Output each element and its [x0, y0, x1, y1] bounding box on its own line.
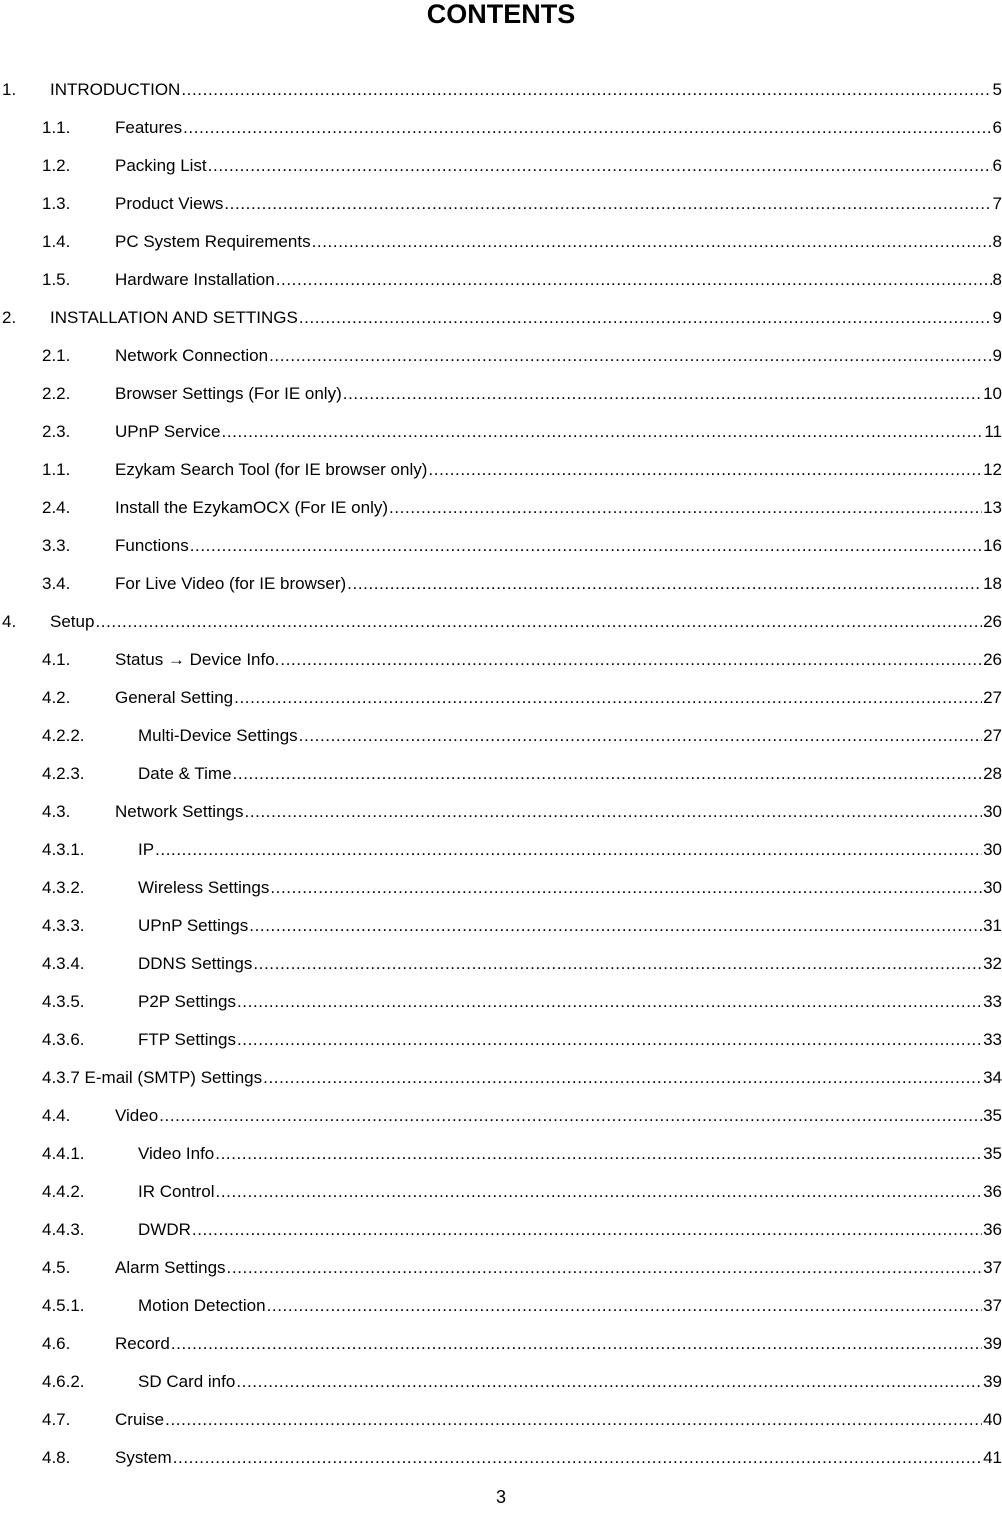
toc-entry-label: DDNS Settings	[138, 954, 253, 973]
toc-entry-page: 30	[983, 840, 1002, 859]
toc-entry-label: PC System Requirements	[115, 232, 311, 251]
toc-entry[interactable]	[0, 489, 1002, 527]
toc-entry-label: Multi-Device Settings	[138, 726, 298, 745]
toc-entry[interactable]	[0, 565, 1002, 603]
dot-leader	[312, 232, 992, 252]
toc-entry[interactable]	[0, 299, 1002, 337]
toc-entry-number: 4.2.3.	[42, 764, 85, 783]
toc-entry[interactable]	[0, 413, 1002, 451]
toc-entry-body	[42, 1068, 1002, 1088]
dot-leader	[181, 80, 991, 100]
toc-entry-page: 9	[992, 308, 1002, 327]
toc-entry[interactable]	[0, 1287, 1002, 1325]
toc-entry-body	[138, 1220, 1002, 1240]
toc-entry[interactable]	[0, 1059, 1002, 1097]
toc-entry-page: 30	[983, 878, 1002, 897]
toc-entry-page: 30	[983, 802, 1002, 821]
toc-entry[interactable]	[0, 1439, 1002, 1477]
toc-entry-label: Network Connection	[115, 346, 269, 365]
toc-entry[interactable]	[0, 1325, 1002, 1363]
dot-leader	[171, 1334, 982, 1354]
dot-leader	[222, 422, 984, 442]
toc-entry-body	[115, 1106, 1002, 1126]
dot-leader	[245, 802, 983, 822]
dot-leader	[183, 118, 991, 138]
toc-entry-page: 36	[983, 1220, 1002, 1239]
toc-entry-body	[138, 840, 1002, 860]
toc-entry[interactable]	[0, 1173, 1002, 1211]
page-number: 3	[495, 1487, 506, 1507]
toc-entry-label: INSTALLATION AND SETTINGS	[50, 308, 298, 327]
toc-entry-label: Browser Settings (For IE only)	[115, 384, 342, 403]
toc-entry[interactable]	[0, 71, 1002, 109]
toc-entry-label: SD Card info	[138, 1372, 236, 1391]
toc-entry-body	[138, 878, 1002, 898]
toc-entry-number: 3.4.	[42, 574, 71, 593]
toc-entry[interactable]	[0, 717, 1002, 755]
toc-entry-label: UPnP Service	[115, 422, 221, 441]
toc-entry-number: 4.3.4.	[42, 954, 85, 973]
toc-entry-label: Hardware Installation	[115, 270, 275, 289]
toc-entry-number: 1.3.	[42, 194, 71, 213]
toc-entry-label: Record	[115, 1334, 170, 1353]
page-title: CONTENTS	[426, 0, 576, 29]
toc-entry[interactable]	[0, 1249, 1002, 1287]
toc-entry-number: 4.6.2.	[42, 1372, 85, 1391]
toc-entry-body	[115, 1258, 1002, 1278]
dot-leader	[249, 916, 982, 936]
toc-entry-number: 1.1.	[42, 118, 71, 137]
toc-entry-number: 1.2.	[42, 156, 71, 175]
toc-entry[interactable]	[0, 185, 1002, 223]
toc-entry-body	[115, 156, 1002, 176]
toc-entry-number: 4.8.	[42, 1448, 71, 1467]
toc-entry-body	[138, 992, 1002, 1012]
toc-entry-label: For Live Video (for IE browser)	[115, 574, 347, 593]
toc-entry-label: Video	[115, 1106, 159, 1125]
toc-entry-page: 33	[983, 992, 1002, 1011]
toc-entry-body	[138, 764, 1002, 784]
toc-entry-body	[115, 574, 1002, 594]
toc-entry-body	[115, 650, 1002, 670]
dot-leader	[237, 992, 982, 1012]
toc-entry-number: 4.3.	[42, 802, 71, 821]
toc-entry[interactable]	[0, 375, 1002, 413]
toc-entry-page: 16	[983, 536, 1002, 555]
toc-entry-label: Ezykam Search Tool (for IE browser only)	[115, 460, 428, 479]
toc-entry-body	[138, 1144, 1002, 1164]
toc-entry-label: P2P Settings	[138, 992, 236, 1011]
toc-entry-page: 39	[983, 1372, 1002, 1391]
toc-entry-page: 40	[983, 1410, 1002, 1429]
toc-entry-number: 4.2.	[42, 688, 71, 707]
toc-entry-number: 2.4.	[42, 498, 71, 517]
dot-leader	[155, 840, 982, 860]
toc-entry-page: 8	[992, 232, 1002, 251]
toc-entry-number: 4.2.2.	[42, 726, 85, 745]
toc-entry-body	[115, 1334, 1002, 1354]
dot-leader	[216, 1182, 983, 1202]
toc-entry-body	[115, 460, 1002, 480]
toc-entry-page: 6	[992, 118, 1002, 137]
toc-entry[interactable]	[0, 223, 1002, 261]
toc-entry-number: 2.2.	[42, 384, 71, 403]
toc-entry-page: 26	[983, 612, 1002, 631]
toc-entry-number: 1.1.	[42, 460, 71, 479]
toc-entry-body	[115, 232, 1002, 252]
toc-entry-label: Alarm Settings	[115, 1258, 226, 1277]
toc-entry-body	[115, 688, 1002, 708]
toc-entry-number: 1.	[2, 80, 17, 99]
toc-entry[interactable]	[0, 755, 1002, 793]
toc-entry[interactable]	[0, 1135, 1002, 1173]
toc-entry-label: FTP Settings	[138, 1030, 236, 1049]
dot-leader	[165, 1410, 982, 1430]
toc-entry-label: IR Control	[138, 1182, 215, 1201]
toc-entry[interactable]	[0, 945, 1002, 983]
toc-entry-page: 35	[983, 1144, 1002, 1163]
dot-leader	[192, 1220, 982, 1240]
toc-entry-body	[138, 916, 1002, 936]
toc-entry-label: Packing List	[115, 156, 207, 175]
toc-entry[interactable]	[0, 869, 1002, 907]
toc-entry[interactable]	[0, 679, 1002, 717]
toc-entry-body	[50, 80, 1002, 100]
toc-entry-page: 37	[983, 1258, 1002, 1277]
toc-entry-label: Cruise	[115, 1410, 165, 1429]
toc-entry-page: 18	[983, 574, 1002, 593]
toc-entry[interactable]	[0, 451, 1002, 489]
dot-leader	[263, 1068, 982, 1088]
toc-entry-page: 35	[983, 1106, 1002, 1125]
toc-entry-body	[138, 954, 1002, 974]
toc-entry-label: UPnP Settings	[138, 916, 249, 935]
toc-entry-page: 41	[983, 1448, 1002, 1467]
toc-entry[interactable]	[0, 983, 1002, 1021]
toc-entry-body	[115, 270, 1002, 290]
dot-leader	[270, 878, 982, 898]
dot-leader	[173, 1448, 982, 1468]
toc-entry-number: 4.4.	[42, 1106, 71, 1125]
toc-entry-page: 10	[983, 384, 1002, 403]
dot-leader	[234, 688, 982, 708]
dot-leader	[428, 460, 982, 480]
toc-entry-body	[138, 1296, 1002, 1316]
toc-entry-label: 4.3.7 E-mail (SMTP) Settings	[42, 1068, 263, 1087]
dot-leader	[95, 612, 982, 632]
toc-entry-body	[115, 802, 1002, 822]
toc-entry[interactable]	[0, 1021, 1002, 1059]
toc-entry[interactable]	[0, 793, 1002, 831]
dot-leader	[253, 954, 982, 974]
toc-entry-body	[115, 1448, 1002, 1468]
toc-entry-page: 5	[992, 80, 1002, 99]
toc-entry-body	[138, 726, 1002, 746]
toc-entry[interactable]	[0, 1097, 1002, 1135]
toc-entry-label: Setup	[50, 612, 95, 631]
toc-entry-number: 4.4.2.	[42, 1182, 85, 1201]
toc-entry-number: 1.5.	[42, 270, 71, 289]
toc-entry-page: 27	[983, 726, 1002, 745]
toc-entry-number: 3.3.	[42, 536, 71, 555]
dot-leader	[190, 536, 982, 556]
toc-entry-number: 4.3.1.	[42, 840, 85, 859]
toc-entry-number: 4.3.2.	[42, 878, 85, 897]
toc-entry-page: 7	[992, 194, 1002, 213]
toc-entry-page: 31	[983, 916, 1002, 935]
dot-leader	[233, 764, 983, 784]
toc-entry[interactable]	[0, 1363, 1002, 1401]
toc-entry-number: 2.1.	[42, 346, 71, 365]
toc-entry-page: 9	[992, 346, 1002, 365]
toc-entry-number: 4.	[2, 612, 17, 631]
dot-leader	[159, 1106, 982, 1126]
toc-entry-number: 4.3.3.	[42, 916, 85, 935]
toc-entry[interactable]	[0, 109, 1002, 147]
toc-entry-label: Network Settings	[115, 802, 244, 821]
toc-entry[interactable]	[0, 337, 1002, 375]
toc-entry-page: 13	[983, 498, 1002, 517]
toc-entry-page: 36	[983, 1182, 1002, 1201]
dot-leader	[299, 308, 992, 328]
toc-entry-page: 33	[983, 1030, 1002, 1049]
toc-entry[interactable]	[0, 831, 1002, 869]
dot-leader	[237, 1030, 982, 1050]
toc-entry-page: 27	[983, 688, 1002, 707]
toc-entry-label: Install the EzykamOCX (For IE only)	[115, 498, 389, 517]
toc-entry-number: 4.5.	[42, 1258, 71, 1277]
toc-entry-number: 4.3.5.	[42, 992, 85, 1011]
dot-leader	[224, 194, 991, 214]
dot-leader	[215, 1144, 982, 1164]
toc-entry-body	[115, 536, 1002, 556]
dot-leader	[236, 1372, 982, 1392]
toc-entry-number: 2.3.	[42, 422, 71, 441]
toc-entry-number: 4.4.1.	[42, 1144, 85, 1163]
toc-entry-page: 39	[983, 1334, 1002, 1353]
toc-entry[interactable]	[0, 1401, 1002, 1439]
toc-entry-page: 32	[983, 954, 1002, 973]
toc-entry-body	[138, 1372, 1002, 1392]
dot-leader	[269, 346, 991, 366]
toc-entry-page: 8	[992, 270, 1002, 289]
toc-entry[interactable]	[0, 147, 1002, 185]
toc-entry-page: 11	[984, 422, 1002, 441]
dot-leader	[347, 574, 982, 594]
toc-entry-number: 4.1.	[42, 650, 71, 669]
toc-entry-body	[138, 1030, 1002, 1050]
toc-entry-label: DWDR	[138, 1220, 191, 1239]
toc-entry-label: Video Info	[138, 1144, 215, 1163]
table-of-contents	[0, 71, 1002, 1477]
toc-entry-body	[115, 384, 1002, 404]
toc-entry-label: Date & Time	[138, 764, 232, 783]
toc-entry-label: Features	[115, 118, 183, 137]
toc-entry[interactable]	[0, 1211, 1002, 1249]
dot-leader	[389, 498, 982, 518]
toc-entry-page: 26	[983, 650, 1002, 669]
toc-entry-number: 4.7.	[42, 1410, 71, 1429]
toc-entry-page: 34	[983, 1068, 1002, 1087]
toc-entry-page: 37	[983, 1296, 1002, 1315]
toc-entry[interactable]	[0, 261, 1002, 299]
toc-entry-body	[115, 422, 1002, 442]
dot-leader	[343, 384, 982, 404]
toc-entry-number: 4.5.1.	[42, 1296, 85, 1315]
toc-entry-body	[115, 194, 1002, 214]
toc-entry-label: INTRODUCTION	[50, 80, 181, 99]
toc-entry-label: Motion Detection	[138, 1296, 266, 1315]
toc-entry-body	[50, 612, 1002, 632]
dot-leader	[267, 1296, 983, 1316]
toc-entry-label: Functions	[115, 536, 189, 555]
toc-entry-number: 4.3.6.	[42, 1030, 85, 1049]
toc-entry-body	[115, 346, 1002, 366]
toc-entry[interactable]	[0, 527, 1002, 565]
dot-leader	[276, 270, 992, 290]
toc-entry-label: Product Views	[115, 194, 224, 213]
toc-entry-page: 28	[983, 764, 1002, 783]
toc-entry-number: 1.4.	[42, 232, 71, 251]
toc-entry-body	[115, 118, 1002, 138]
toc-entry[interactable]	[0, 641, 1002, 679]
toc-entry-number: 4.4.3.	[42, 1220, 85, 1239]
toc-entry-page: 12	[983, 460, 1002, 479]
toc-entry-body	[115, 498, 1002, 518]
toc-entry-body	[138, 1182, 1002, 1202]
toc-entry-number: 4.6.	[42, 1334, 71, 1353]
toc-entry-label: General Setting	[115, 688, 234, 707]
toc-entry-label: Wireless Settings	[138, 878, 270, 897]
dot-leader	[280, 650, 982, 670]
toc-entry-label: Status → Device Info.	[115, 650, 280, 669]
toc-entry[interactable]	[0, 603, 1002, 641]
dot-leader	[208, 156, 992, 176]
toc-entry-label: IP	[138, 840, 155, 859]
toc-entry[interactable]	[0, 907, 1002, 945]
dot-leader	[227, 1258, 983, 1278]
toc-entry-body	[50, 308, 1002, 328]
toc-entry-body	[115, 1410, 1002, 1430]
toc-entry-page: 6	[992, 156, 1002, 175]
toc-entry-label: System	[115, 1448, 172, 1467]
dot-leader	[299, 726, 982, 746]
toc-entry-number: 2.	[2, 308, 17, 327]
